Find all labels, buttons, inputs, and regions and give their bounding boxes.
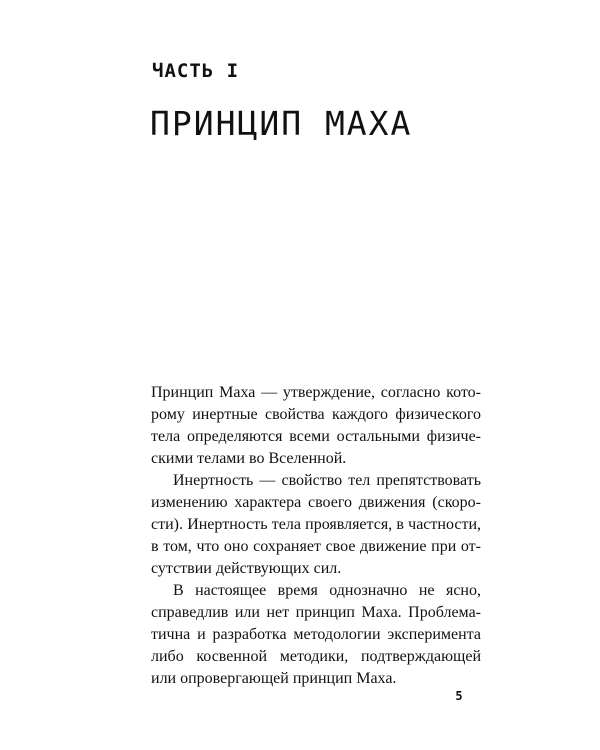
paragraph-2-line-5: сутствии действующих сил. xyxy=(151,560,342,577)
paragraph-3-line-5: или опровергающей принцип Маха. xyxy=(151,670,397,687)
paragraph-1-line-4: скими телами во Вселенной. xyxy=(151,450,347,467)
chapter-title: ПРИНЦИП МАХА xyxy=(150,104,413,143)
paragraph-3-line-2: справедлив или нет принцип Маха. Проблема- xyxy=(151,604,481,621)
paragraph-2-line-1: Инертность — свойство тел препятствовать xyxy=(173,472,481,489)
body-text xyxy=(151,382,481,690)
paragraph-1-line-2: рому инертные свойства каждого физического xyxy=(151,406,481,423)
paragraph-2-line-3: сти). Инертность тела проявляется, в частности, xyxy=(151,516,481,533)
paragraph-3-line-3: тична и разработка методологии эксперимента xyxy=(151,626,481,643)
paragraph-1-line-3: тела определяются всеми остальными физиче- xyxy=(151,428,481,445)
paragraph-2-line-2: изменению характера своего движения (скоро- xyxy=(151,494,481,511)
page-number: 5 xyxy=(455,689,463,703)
part-label: ЧАСТЬ I xyxy=(152,60,240,82)
paragraph-2-line-4: в том, что оно сохраняет свое движение при от- xyxy=(151,538,481,555)
paragraph-1-line-1: Принцип Маха — утверждение, согласно кото- xyxy=(151,384,481,401)
paragraph-3-line-1: В настоящее время однозначно не ясно, xyxy=(173,582,481,599)
paragraph-3-line-4: либо косвенной методики, подтверждающей xyxy=(151,648,481,665)
